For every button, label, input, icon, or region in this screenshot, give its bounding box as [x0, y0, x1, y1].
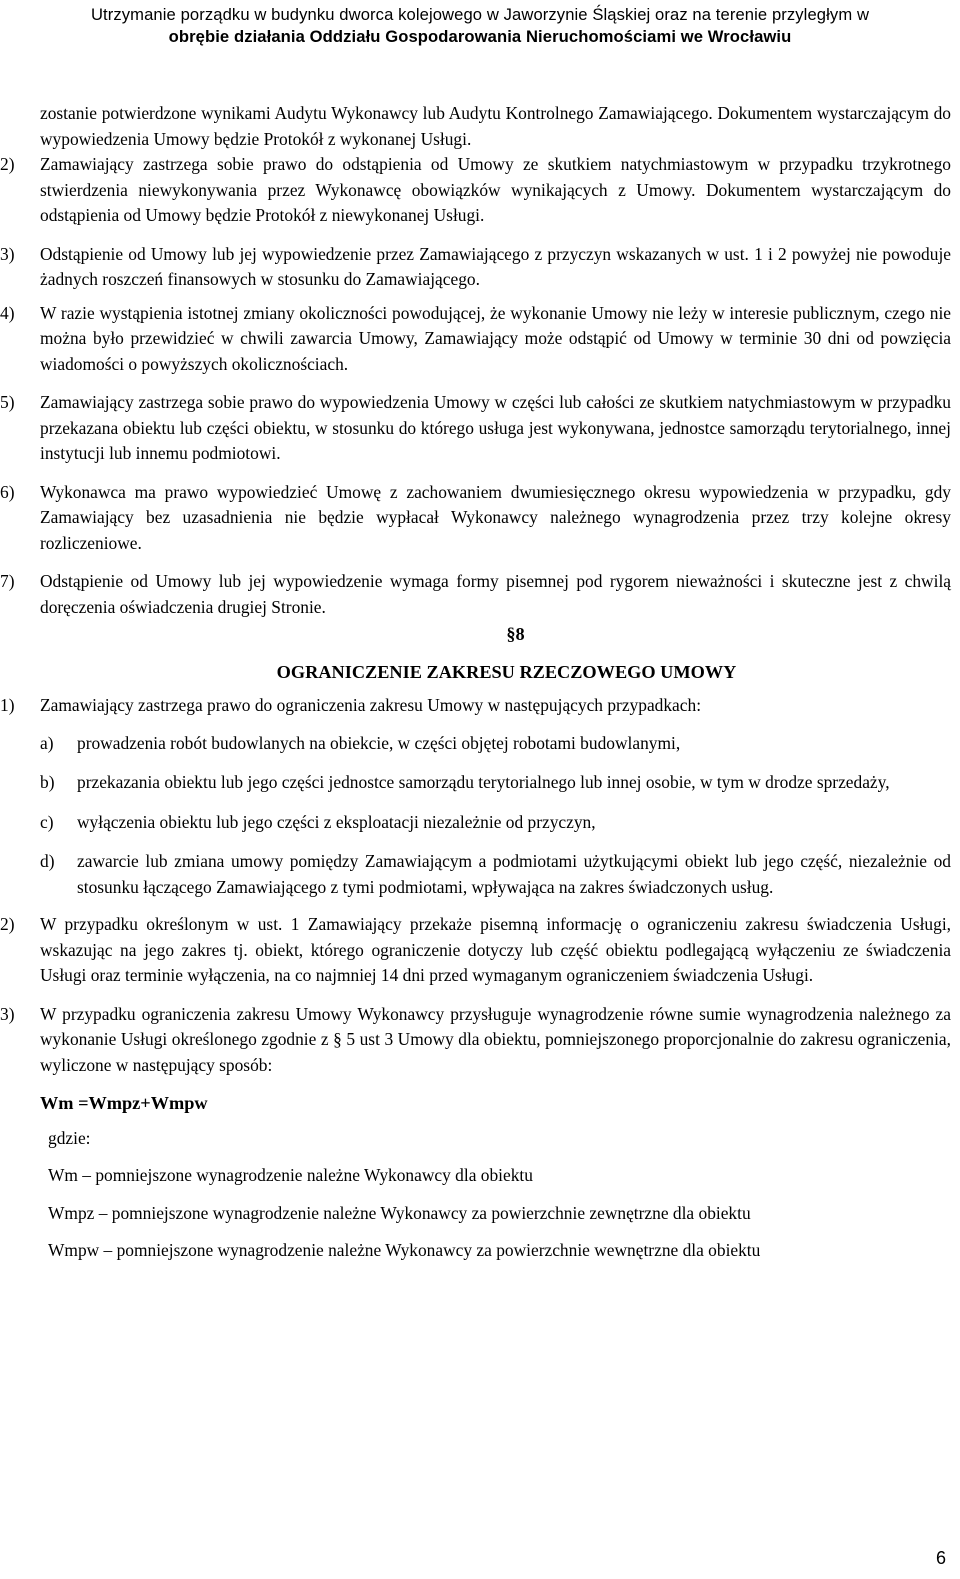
list-item — [0, 1002, 951, 1079]
list-item — [0, 242, 951, 293]
item-number: 3) — [0, 1003, 15, 1024]
formula: Wm =Wmpz+Wmpw — [40, 1093, 208, 1113]
list-item — [0, 390, 951, 467]
list-item — [0, 152, 951, 229]
page-number: 6 — [935, 1547, 946, 1568]
item-text: Odstąpienie od Umowy lub jej wypowiedzenie przez Zamawiającego z przyczyn wskazanych w ust. 1 i 2 powyżej nie powoduje żadnych roszczeń finansowych w stosunku do Zamawiającego. — [40, 243, 951, 289]
definition-item: Wm – pomniejszone wynagrodzenie należne Wykonawcy dla obiektu — [48, 1165, 533, 1185]
sub-list-item — [40, 849, 951, 900]
sub-item-letter: a) — [40, 732, 54, 753]
item-text: Wykonawca ma prawo wypowiedzieć Umowę z zachowaniem dwumiesięcznego okresu wypowiedzenia w przypadku, gdy Zamawiający bez uzasadnienia nie będzie wypłacał Wykonawcy należnego wynagrodzenia przez trzy kolejne okresy rozliczeniowe. — [40, 481, 951, 553]
sub-list-item — [40, 810, 951, 836]
list-item — [0, 693, 951, 719]
sub-item-letter: d) — [40, 851, 55, 871]
intro-paragraph: zostanie potwierdzone wynikami Audytu Wykonawcy lub Audytu Kontrolnego Zamawiającego. Dokumentem wystarczającym do wypowiedzenia Umowy będzie Protokół z wykonanej Usługi. — [40, 103, 951, 149]
item-number: 6) — [0, 481, 15, 502]
sub-item-letter: c) — [40, 811, 54, 832]
where-label: gdzie: — [48, 1127, 91, 1148]
item-text: W przypadku ograniczenia zakresu Umowy Wykonawcy przysługuje wynagrodzenie równe sumie wynagrodzenia należnego za wykonanie Usługi określonego zgodnie z § 5 ust 3 Umowy dla obiektu, pomniejszonego proporcjonalnie do zakresu ograniczenia, wyliczone w następujący sposób: — [40, 1003, 951, 1075]
section-title: OGRANICZENIE ZAKRESU RZECZOWEGO UMOWY — [276, 661, 737, 682]
header-line-1: Utrzymanie porządku w budynku dworca kolejowego w Jaworzynie Śląskiej oraz na terenie przyległym w — [90, 5, 870, 24]
list-item — [0, 301, 951, 378]
item-number: 7) — [0, 571, 15, 591]
definitions-list — [48, 1126, 951, 1264]
definition-item: Wmpw – pomniejszone wynagrodzenie należne Wykonawcy za powierzchnie wewnętrzne dla obiektu — [48, 1240, 761, 1260]
sub-list-item — [40, 770, 951, 796]
sub-item-letter: b) — [40, 772, 55, 792]
document-body — [0, 101, 951, 1264]
item-number: 2) — [0, 914, 15, 934]
section-sign: §8 — [506, 624, 525, 644]
header-line-2: obrębie działania Oddziału Gospodarowania Nieruchomościami we Wrocławiu — [168, 27, 792, 46]
item-text: Odstąpienie od Umowy lub jej wypowiedzenie wymaga formy pisemnej pod rygorem nieważności i skuteczne jest z chwilą doręczenia oświadczenia drugiej Stronie. — [40, 571, 951, 617]
item-text: W przypadku określonym w ust. 1 Zamawiający przekaże pisemną informację o ograniczeniu zakresu świadczenia Usługi, wskazując na jego zakres tj. obiekt, którego ograniczenie dotyczy lub część obiektu podlegającą wyłączeniu ze świadczenia Usługi oraz terminie wyłączenia, na co najmniej 14 dni przed wymaganym ograniczeniem świadczenia Usługi. — [40, 914, 951, 985]
sub-item-text: zawarcie lub zmiana umowy pomiędzy Zamawiającym a podmiotami użytkującymi obiekt lub jego część, niezależnie od stosunku łączącego Zamawiającego z tymi podmiotami, wpływająca na zakres świadczonych usług. — [77, 851, 951, 897]
item-number: 5) — [0, 392, 15, 412]
sub-item-text: wyłączenia obiektu lub jego części z eksploatacji niezależnie od przyczyn, — [77, 811, 596, 832]
list-item — [0, 569, 951, 620]
item-text: W razie wystąpienia istotnej zmiany okoliczności powodującej, że wykonanie Umowy nie leży w interesie publicznym, czego nie można było przewidzieć w chwili zawarcia Umowy, Zamawiający może odstąpić od Umowy w terminie 30 dni od powzięcia wiadomości o powyższych okolicznościach. — [40, 302, 951, 374]
definition-item: Wmpz – pomniejszone wynagrodzenie należne Wykonawcy za powierzchnie zewnętrzne dla obiektu — [48, 1202, 751, 1223]
item-text: Zamawiający zastrzega prawo do ograniczenia zakresu Umowy w następujących przypadkach: — [40, 695, 702, 715]
sub-item-text: prowadzenia robót budowlanych na obiekcie, w części objętej robotami budowlanymi, — [77, 732, 681, 753]
list-item — [0, 480, 951, 557]
item-number: 4) — [0, 302, 15, 323]
item-number: 2) — [0, 154, 15, 174]
page-header — [0, 4, 960, 48]
sub-list-item — [40, 731, 951, 757]
sub-item-text: przekazania obiektu lub jego części jednostce samorządu terytorialnego lub innej osobie, w tym w drodze sprzedaży, — [77, 772, 890, 792]
item-number: 3) — [0, 243, 15, 264]
list-item — [0, 912, 951, 989]
item-number: 1) — [0, 695, 15, 715]
item-text: Zamawiający zastrzega sobie prawo do odstąpienia od Umowy ze skutkiem natychmiastowym w przypadku trzykrotnego stwierdzenia niewykonywania przez Wykonawcę obowiązków wynikających z Umowy. Dokumentem wystarczającym do odstąpienia od Umowy będzie Protokół z niewykonanej Usługi. — [40, 154, 951, 225]
item-text: Zamawiający zastrzega sobie prawo do wypowiedzenia Umowy w części lub całości ze skutkiem natychmiastowym w przypadku przekazana obiektu lub części obiektu, w stosunku do którego usługa jest wykonywana, jednostce samorządu terytorialnego, innej instytucji lub innemu podmiotowi. — [40, 392, 951, 463]
